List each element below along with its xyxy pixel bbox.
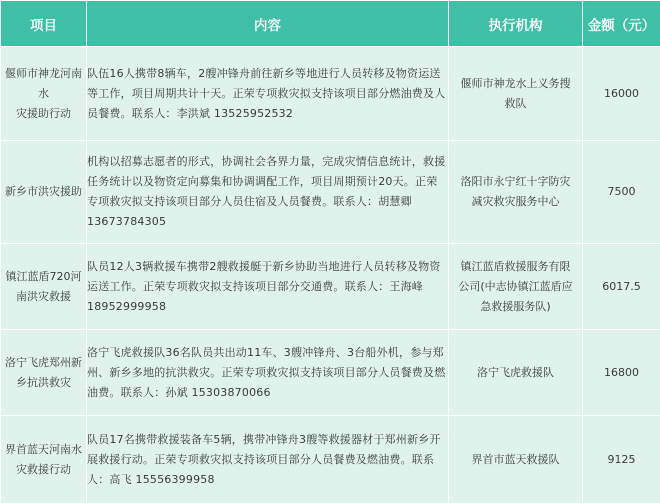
project-name-cell: [1, 416, 87, 504]
header-amount: 金额（元）: [583, 1, 660, 47]
header-content: 内容: [87, 1, 449, 47]
amount-cell: 6017.5: [583, 244, 660, 330]
amount-cell: 16800: [583, 330, 660, 416]
org-cell: [449, 416, 583, 504]
project-name-line: 灾救援行动: [1, 460, 86, 480]
project-name-line: 乡抗洪救灾: [1, 373, 86, 393]
org-line: 公司(中志协镇江蓝盾应: [449, 277, 582, 297]
project-name-line: 镇江蓝盾720河: [1, 267, 86, 287]
project-name-line: 洛宁飞虎郑州新: [1, 353, 86, 373]
header-org: 执行机构: [449, 1, 583, 47]
project-name-cell: [1, 244, 87, 330]
amount-cell: 7500: [583, 141, 660, 244]
project-name-cell: [1, 47, 87, 141]
table-row: [1, 47, 660, 141]
org-cell: [449, 244, 583, 330]
org-line: 减灾救灾服务中心: [449, 192, 582, 212]
table-row: [1, 244, 660, 330]
content-cell: 队员12人3辆救援车携带2艘救援艇于新乡协助当地进行人员转移及物资运送工作。正荣专项救灾拟支持该项目部分交通费。联系人：王海峰 18952999958: [87, 244, 449, 330]
project-name-line: 新乡市洪灾援助: [1, 182, 86, 202]
project-name-line: 南洪灾救援: [1, 287, 86, 307]
org-cell: [449, 47, 583, 141]
org-cell: [449, 330, 583, 416]
header-project: 项目: [1, 1, 87, 47]
content-cell: 队伍16人携带8辆车，2艘冲锋舟前往新乡等地进行人员转移及物资运送等工作，项目周期共计十天。正荣专项救灾拟支持该项目部分燃油费及人员餐费。联系人：李洪斌 13525952532: [87, 47, 449, 141]
header-row: [1, 1, 660, 47]
amount-cell: 16000: [583, 47, 660, 141]
org-line: 洛阳市永宁红十字防灾: [449, 172, 582, 192]
project-name-cell: [1, 330, 87, 416]
project-name-line: 界首蓝天河南水: [1, 440, 86, 460]
org-line: 洛宁飞虎救援队: [449, 363, 582, 383]
table-row: [1, 416, 660, 504]
org-line: 界首市蓝天救援队: [449, 450, 582, 470]
org-line: 偃师市神龙水上义务搜: [449, 74, 582, 94]
table-row: [1, 330, 660, 416]
org-line: 急救援服务队): [449, 297, 582, 317]
amount-cell: 9125: [583, 416, 660, 504]
project-name-cell: [1, 141, 87, 244]
table-row: [1, 141, 660, 244]
org-line: 救队: [449, 94, 582, 114]
content-cell: 机构以招募志愿者的形式，协调社会各界力量，完成灾情信息统计，救援任务统计以及物资定向募集和协调调配工作，项目周期预计20天。正荣专项救灾拟支持该项目部分人员住宿及人员餐费。联系人：胡慧卿 13673784305: [87, 141, 449, 244]
project-name-line: 偃师市神龙河南水: [1, 64, 86, 104]
content-cell: 洛宁飞虎救援队36名队员共出动11车、3艘冲锋舟、3台船外机，参与郑州、新乡多地的抗洪救灾。正荣专项救灾拟支持该项目部分人员餐费及燃油费。联系人：孙斌 15303870066: [87, 330, 449, 416]
org-cell: [449, 141, 583, 244]
content-cell: 队员17名携带救援装备车5辆，携带冲锋舟3艘等救援器材于郑州新乡开展救援行动。正荣专项救灾拟支持该项目部分人员餐费及燃油费。联系人：高飞 15556399958: [87, 416, 449, 504]
org-line: 镇江蓝盾救援服务有限: [449, 257, 582, 277]
project-name-line: 灾援助行动: [1, 104, 86, 124]
